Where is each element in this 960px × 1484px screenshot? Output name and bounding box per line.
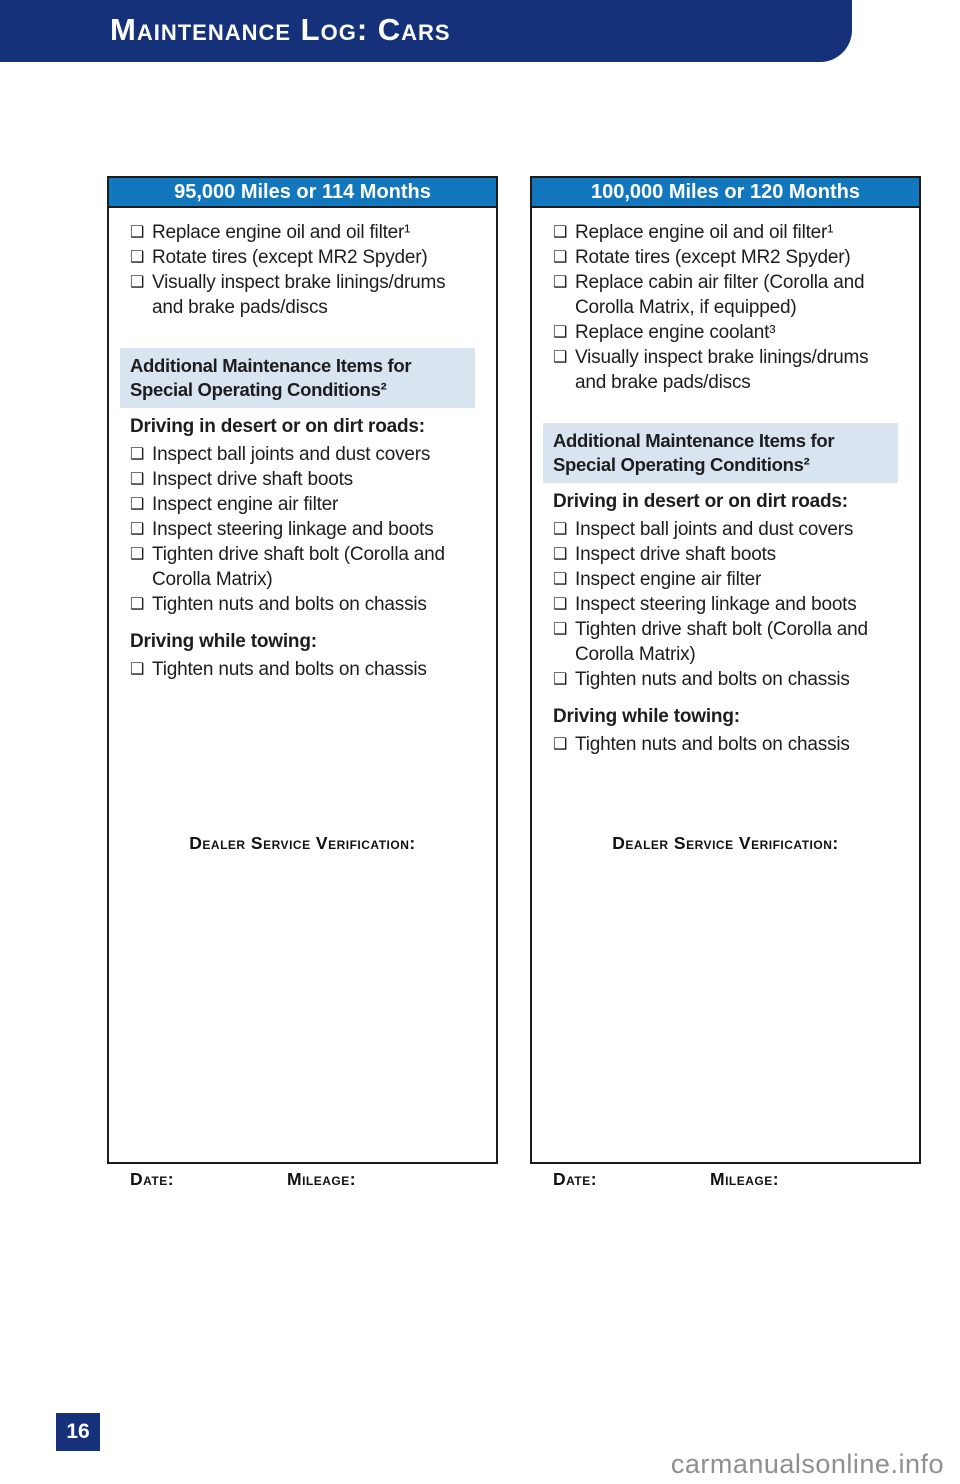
- checklist-item: [553, 667, 904, 692]
- checkbox-icon: ❑: [130, 446, 145, 463]
- checkbox-icon: ❑: [130, 661, 145, 678]
- checklist-item: [553, 517, 904, 542]
- checklist-item-label: Tighten nuts and bolts on chassis: [152, 659, 427, 680]
- checklist-item-label: Inspect ball joints and dust covers: [575, 519, 854, 540]
- checklist-item-label: Replace engine oil and oil filter¹: [575, 222, 834, 243]
- checkbox-icon: ❑: [553, 224, 568, 241]
- checklist-item-label: Rotate tires (except MR2 Spyder): [152, 247, 428, 268]
- checkbox-icon: ❑: [130, 224, 145, 241]
- checklist-item-label: Inspect ball joints and dust covers: [152, 444, 431, 465]
- checklist-item: [553, 732, 904, 757]
- date-label: Date:: [553, 1169, 598, 1189]
- panel-header-100000: 100,000 Miles or 120 Months: [532, 178, 919, 208]
- checklist-item: [130, 467, 481, 492]
- mileage-label: Mileage:: [710, 1169, 780, 1189]
- checkbox-icon: ❑: [130, 274, 145, 291]
- main-checklist: [553, 220, 904, 395]
- page-title: Maintenance Log: Cars: [110, 12, 451, 47]
- checklist-item: [553, 345, 904, 395]
- checklist-item-label: Tighten drive shaft bolt (Corolla and Corolla Matrix): [575, 619, 868, 665]
- checkbox-icon: ❑: [553, 736, 568, 753]
- checklist-item-label: Tighten nuts and bolts on chassis: [575, 669, 850, 690]
- checklist-item: [130, 542, 481, 592]
- checkbox-icon: ❑: [553, 521, 568, 538]
- dealer-service-verification-label: Dealer Service Verification:: [612, 833, 839, 853]
- mileage-label: Mileage:: [287, 1169, 357, 1189]
- checklist-item-label: Visually inspect brake linings/drums and brake pads/discs: [575, 347, 869, 393]
- checklist-item: [130, 592, 481, 617]
- checklist-item: [130, 270, 481, 320]
- checklist-item: [130, 517, 481, 542]
- checklist-item: [553, 617, 904, 667]
- checkbox-icon: ❑: [553, 274, 568, 291]
- desert-checklist: [553, 517, 904, 692]
- checklist-item-label: Replace cabin air filter (Corolla and Corolla Matrix, if equipped): [575, 272, 865, 318]
- watermark-text: carmanualsonline.info: [670, 1449, 944, 1479]
- checkbox-icon: ❑: [130, 596, 145, 613]
- checkbox-icon: ❑: [130, 471, 145, 488]
- towing-checklist: [553, 732, 904, 757]
- checkbox-icon: ❑: [553, 324, 568, 341]
- checklist-item-label: Inspect engine air filter: [152, 494, 339, 515]
- checkbox-icon: ❑: [553, 249, 568, 266]
- checklist-item-label: Replace engine coolant³: [575, 322, 776, 343]
- checklist-item-label: Visually inspect brake linings/drums and brake pads/discs: [152, 272, 446, 318]
- checklist-item: [553, 592, 904, 617]
- panel-body: [109, 220, 496, 1189]
- special-conditions-note: Additional Maintenance Items for Special Operating Conditions²: [120, 348, 475, 408]
- panel-body: [532, 220, 919, 1189]
- checklist-item: [553, 320, 904, 345]
- checklist-item-label: Tighten drive shaft bolt (Corolla and Corolla Matrix): [152, 544, 445, 590]
- page-number-badge: 16: [56, 1413, 100, 1451]
- maintenance-panel-100000: [530, 176, 921, 1189]
- special-conditions-note: Additional Maintenance Items for Special Operating Conditions²: [543, 423, 898, 483]
- page-banner: [0, 0, 852, 62]
- checklist-item: [553, 567, 904, 592]
- towing-heading: Driving while towing:: [553, 706, 740, 727]
- checklist-item-label: Inspect steering linkage and boots: [152, 519, 434, 540]
- desert-driving-heading: Driving in desert or on dirt roads:: [130, 416, 425, 437]
- checkbox-icon: ❑: [130, 249, 145, 266]
- checklist-item-label: Inspect engine air filter: [575, 569, 762, 590]
- towing-heading: Driving while towing:: [130, 631, 317, 652]
- checkbox-icon: ❑: [553, 349, 568, 366]
- checkbox-icon: ❑: [553, 671, 568, 688]
- checkbox-icon: ❑: [553, 621, 568, 638]
- towing-checklist: [130, 657, 481, 682]
- dealer-service-verification-label: Dealer Service Verification:: [189, 833, 416, 853]
- checklist-item: [130, 245, 481, 270]
- main-checklist: [130, 220, 481, 320]
- checkbox-icon: ❑: [130, 496, 145, 513]
- checkbox-icon: ❑: [553, 571, 568, 588]
- checklist-item: [130, 442, 481, 467]
- desert-checklist: [130, 442, 481, 617]
- checklist-item-label: Tighten nuts and bolts on chassis: [152, 594, 427, 615]
- checklist-item: [130, 220, 481, 245]
- checkbox-icon: ❑: [553, 596, 568, 613]
- checklist-item: [553, 542, 904, 567]
- checklist-item-label: Inspect drive shaft boots: [575, 544, 776, 565]
- checklist-item-label: Replace engine oil and oil filter¹: [152, 222, 411, 243]
- panel-header-95000: 95,000 Miles or 114 Months: [109, 178, 496, 208]
- checklist-item: [553, 245, 904, 270]
- maintenance-panel-95000: [107, 176, 498, 1189]
- checklist-item-label: Rotate tires (except MR2 Spyder): [575, 247, 851, 268]
- checklist-item: [130, 657, 481, 682]
- checklist-item-label: Inspect drive shaft boots: [152, 469, 353, 490]
- checklist-item-label: Inspect steering linkage and boots: [575, 594, 857, 615]
- checkbox-icon: ❑: [130, 546, 145, 563]
- checklist-item-label: Tighten nuts and bolts on chassis: [575, 734, 850, 755]
- checklist-item: [553, 270, 904, 320]
- checklist-item: [130, 492, 481, 517]
- desert-driving-heading: Driving in desert or on dirt roads:: [553, 491, 848, 512]
- date-label: Date:: [130, 1169, 175, 1189]
- checkbox-icon: ❑: [130, 521, 145, 538]
- checkbox-icon: ❑: [553, 546, 568, 563]
- checklist-item: [553, 220, 904, 245]
